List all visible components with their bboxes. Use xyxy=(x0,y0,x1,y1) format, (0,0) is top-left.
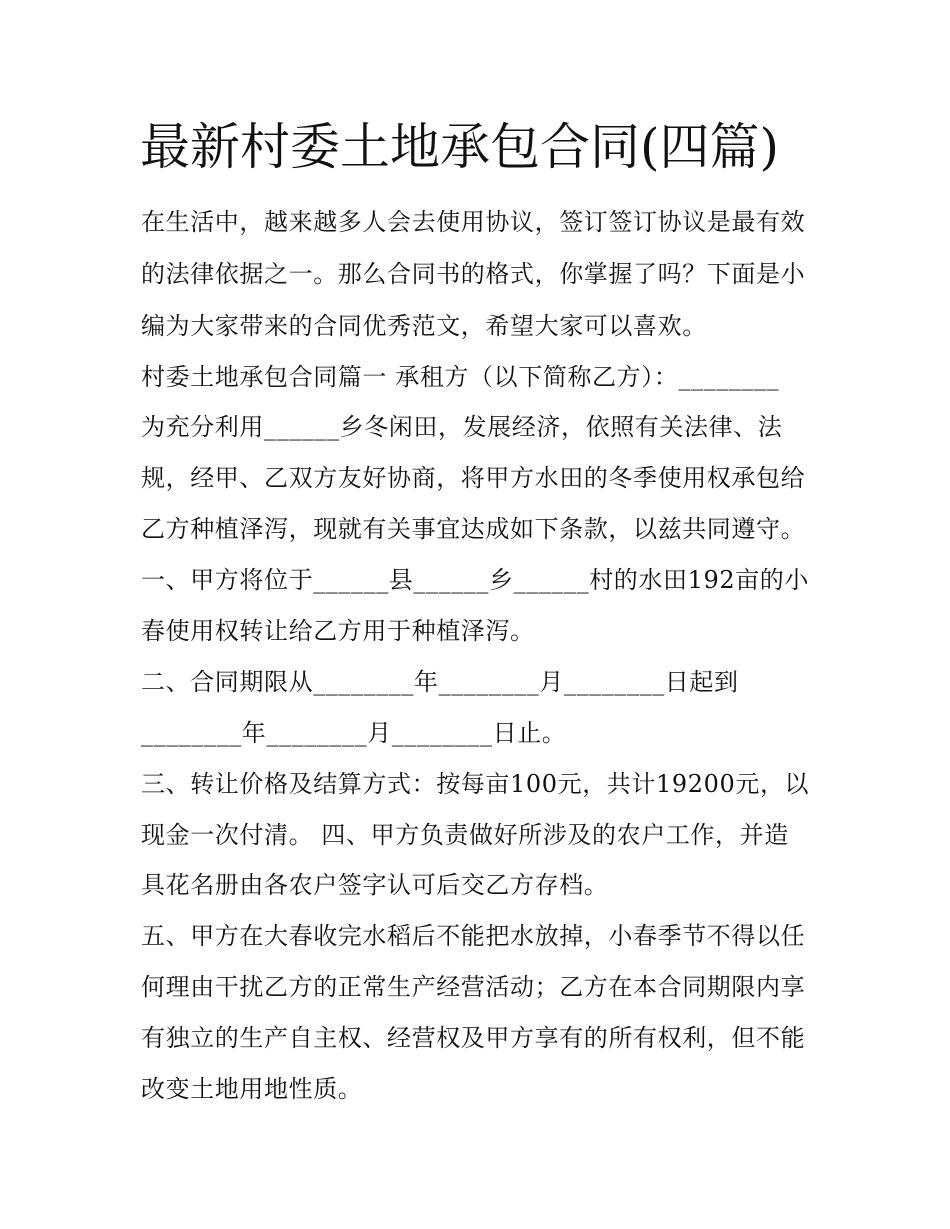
body-line-11: ________年________月________日止。 xyxy=(141,719,567,747)
body-line-18: 改变土地用地性质。 xyxy=(141,1075,363,1103)
document-title: 最新村委土地承包合同(四篇) xyxy=(140,118,780,176)
body-line-10: 二、合同期限从________年________月________日起到 xyxy=(141,668,739,696)
body-line-7: 乙方种植泽泻，现就有关事宜达成如下条款，以兹共同遵守。 xyxy=(141,515,806,543)
body-line-12: 三、转让价格及结算方式：按每亩100元，共计19200元，以 xyxy=(141,770,810,798)
body-line-17: 有独立的生产自主权、经营权及甲方享有的所有权利，但不能 xyxy=(141,1024,806,1052)
body-line-13: 现金一次付清。 四、甲方负责做好所涉及的农户工作，并造 xyxy=(141,821,789,849)
body-line-8: 一、甲方将位于______县______乡______村的水田192亩的小 xyxy=(141,566,810,594)
body-line-9: 春使用权转让给乙方用于种植泽泻。 xyxy=(141,617,535,645)
body-line-16: 何理由干扰乙方的正常生产经营活动；乙方在本合同期限内享 xyxy=(141,973,806,1001)
body-line-14: 具花名册由各农户签字认可后交乙方存档。 xyxy=(141,871,609,899)
body-line-3: 编为大家带来的合同优秀范文，希望大家可以喜欢。 xyxy=(141,312,707,340)
body-line-6: 规，经甲、乙双方友好协商，将甲方水田的冬季使用权承包给 xyxy=(141,464,806,492)
body-line-4: 村委土地承包合同篇一 承租方（以下简称乙方）：________ xyxy=(141,363,780,391)
body-line-5: 为充分利用______乡冬闲田，发展经济，依照有关法律、法 xyxy=(141,413,783,441)
body-line-2: 的法律依据之一。那么合同书的格式，你掌握了吗？下面是小 xyxy=(141,260,806,288)
body-line-15: 五、甲方在大春收完水稻后不能把水放掉，小春季节不得以任 xyxy=(141,922,806,950)
body-line-1: 在生活中，越来越多人会去使用协议，签订签订协议是最有效 xyxy=(141,208,806,236)
